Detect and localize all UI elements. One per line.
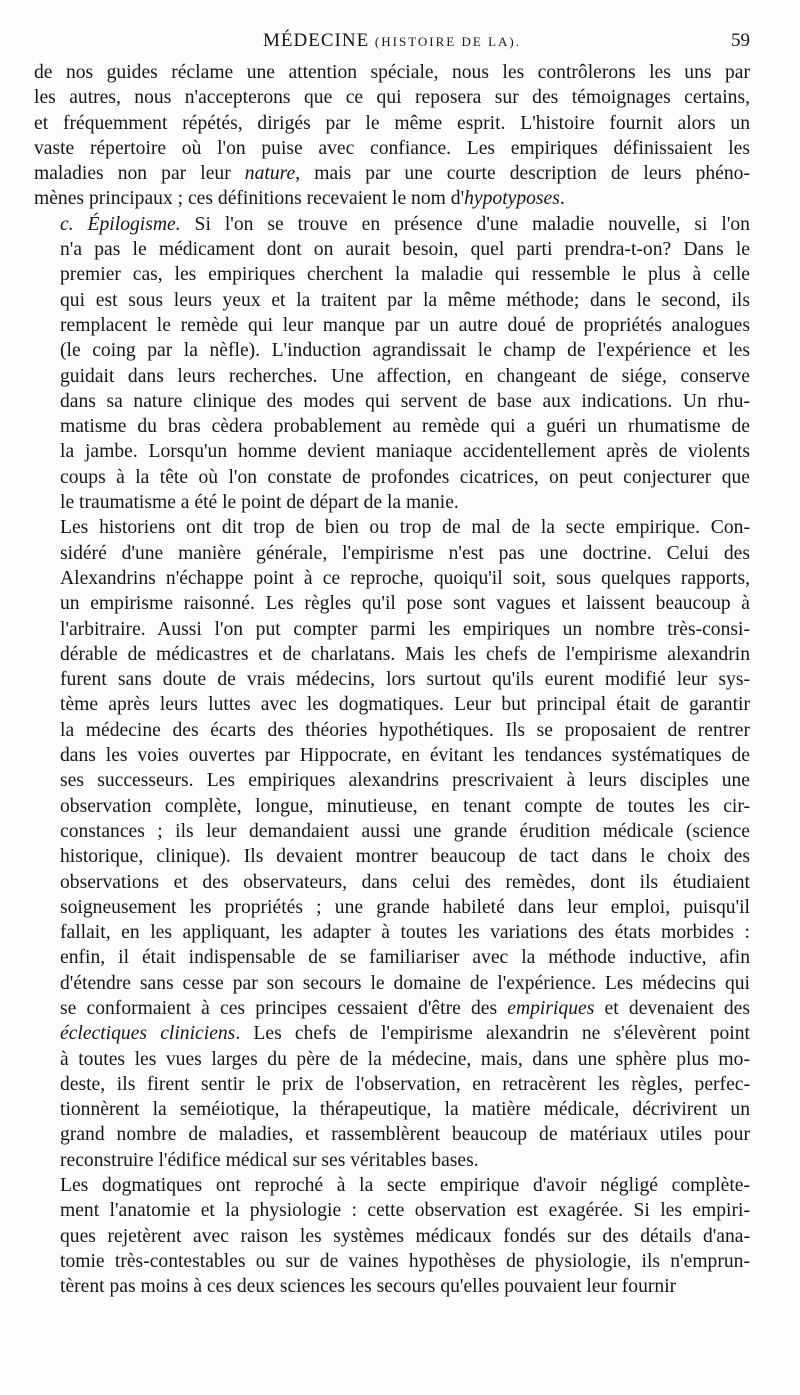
text-line: tomie très-contestables ou sur de vaines hypothèses de physiologie, ils n'emprun- — [60, 1250, 750, 1272]
text-line: furent sans doute de vrais médecins, lors surtout qu'ils eurent modifié leur sys- — [60, 669, 750, 691]
text-line: les autres, nous n'accepterons que ce qui reposera sur des témoignages certains, — [34, 87, 750, 109]
running-head — [34, 26, 750, 60]
text-line: historique, clinique). Ils devaient montrer beaucoup de tact dans le choix des — [60, 846, 750, 868]
text-line: vaste répertoire où l'on puise avec confiance. Les empiriques définissaient les — [34, 137, 750, 159]
text-line: mènes principaux ; ces définitions recevaient le nom d'hypotyposes. — [34, 188, 565, 210]
text-line: et fréquemment répétés, dirigés par le même esprit. L'histoire fournit alors un — [34, 112, 750, 134]
text-line: se conformaient à ces principes cessaient d'être des empiriques et devenaient des — [60, 997, 750, 1019]
text-line: deste, ils firent sentir le prix de l'observation, en retracèrent les règles, perfec- — [60, 1073, 750, 1095]
text-line: Alexandrins n'échappe point à ce reproche, quoiqu'il soit, sous quelques rapports, — [60, 567, 750, 589]
text-line: la jambe. Lorsqu'un homme devient maniaque accidentellement après de violents — [60, 441, 750, 463]
text-line: constances ; ils leur demandaient aussi une grande érudition médicale (science — [60, 820, 750, 842]
text-line: Les historiens ont dit trop de bien ou trop de mal de la secte empirique. Con- — [60, 517, 750, 539]
text-line: tème après leurs luttes avec les dogmatiques. Leur but principal était de garantir — [60, 694, 750, 716]
page-number: 59 — [731, 30, 750, 51]
text-line: grand nombre de maladies, et rassemblèrent beaucoup de matériaux utiles pour — [60, 1124, 750, 1146]
text-line: n'a pas le médicament dont on aurait besoin, quel parti prendra-t-on? Dans le — [60, 239, 750, 261]
text-line: dérable de médicastres et de charlatans. Mais les chefs de l'empirisme alexandrin — [60, 643, 750, 665]
text-line: remplacent le remède qui leur manque par un autre doué de propriétés analogues — [60, 314, 750, 336]
text-line: coups à la tête où l'on constate de profondes cicatrices, on peut conjecturer que — [60, 466, 750, 488]
text-line: l'arbitraire. Aussi l'on put compter parmi les empiriques un nombre très-consi- — [60, 618, 750, 640]
text-line: qui est sous leurs yeux et la traitent par la même méthode; dans le second, ils — [60, 289, 750, 311]
text-line: tèrent pas moins à ces deux sciences les secours qu'elles pouvaient leur fournir — [60, 1276, 677, 1298]
emphasis: nature — [244, 163, 296, 185]
text-line: de nos guides réclame une attention spéciale, nous les contrôlerons les uns par — [34, 62, 750, 83]
text-line: enfin, il était indispensable de se familiariser avec la méthode inductive, afin — [60, 947, 750, 969]
text-line: Les dogmatiques ont reproché à la secte empirique d'avoir négligé complète- — [60, 1175, 750, 1197]
running-title-main: MÉDECINE — [263, 30, 370, 51]
text-line: observation complète, longue, minutieuse, en tenant compte de toutes les cir- — [60, 795, 750, 817]
text-line: un empirisme raisonné. Les règles qu'il pose sont vagues et laissent beaucoup à — [60, 593, 750, 615]
text-line: maladies non par leur nature, mais par une courte description de leurs phéno- — [34, 163, 750, 185]
text-line: tionnèrent la seméiotique, la thérapeutique, la matière médicale, décrivirent un — [60, 1099, 750, 1121]
text-line: reconstruire l'édifice médical sur ses véritables bases. — [60, 1149, 479, 1171]
text-line: à toutes les vues larges du père de la médecine, mais, dans une sphère plus mo- — [60, 1048, 750, 1070]
text-line: dans sa nature clinique des modes qui servent de base aux indications. Un rhu- — [60, 390, 750, 412]
running-title — [34, 30, 750, 52]
paragraph — [34, 60, 750, 212]
text-line: éclectiques cliniciens. Les chefs de l'empirisme alexandrin ne s'élevèrent point — [60, 1023, 750, 1045]
emphasis: c. Épilogisme. — [60, 213, 181, 235]
paragraph — [34, 212, 750, 516]
text-line: dans les voies ouvertes par Hippocrate, en évitant les tendances systématiques de — [60, 745, 750, 767]
running-title-sub: (HISTOIRE DE LA). — [374, 34, 521, 49]
text-line: ment l'anatomie et la physiologie : cette observation est exagérée. Si les empiri- — [60, 1200, 750, 1222]
text-line: ses successeurs. Les empiriques alexandrins prescrivaient à leurs disciples une — [60, 770, 750, 792]
emphasis: éclectiques cliniciens — [60, 1023, 236, 1045]
paragraph — [34, 1173, 750, 1299]
text-line: ques rejetèrent avec raison les systèmes médicaux fondés sur des détails d'ana- — [60, 1225, 750, 1247]
paragraph — [34, 515, 750, 1173]
text-line: le traumatisme a été le point de départ de la manie. — [60, 492, 459, 514]
text-line: c. Épilogisme. Si l'on se trouve en présence d'une maladie nouvelle, si l'on — [60, 213, 750, 235]
body-text — [34, 60, 750, 1300]
text-line: fallait, en les appliquant, les adapter à toutes les variations des états morbides : — [60, 922, 750, 944]
text-line: (le coing par la nèfle). L'induction agrandissait le champ de l'expérience et les — [60, 340, 750, 362]
text-line: la médecine des écarts des théories hypothétiques. Ils se proposaient de rentrer — [60, 719, 750, 741]
emphasis: empiriques — [507, 997, 595, 1019]
text-line: sidéré d'une manière générale, l'empirisme n'est pas une doctrine. Celui des — [60, 542, 750, 564]
text-line: premier cas, les empiriques cherchent la maladie qui ressemble le plus à celle — [60, 264, 750, 286]
text-line: guidait dans leurs recherches. Une affection, en changeant de siége, conserve — [60, 365, 750, 387]
text-line: observations et des observateurs, dans celui des remèdes, dont ils étudiaient — [60, 871, 750, 893]
text-line: soigneusement les propriétés ; une grande habileté dans leur emploi, puisqu'il — [60, 896, 750, 918]
emphasis: hypotyposes — [464, 188, 560, 210]
text-line: matisme du bras cèdera probablement au remède qui a guéri un rhumatisme de — [60, 416, 750, 438]
text-line: d'étendre sans cesse par son secours le domaine de l'expérience. Les médecins qui — [60, 972, 750, 994]
